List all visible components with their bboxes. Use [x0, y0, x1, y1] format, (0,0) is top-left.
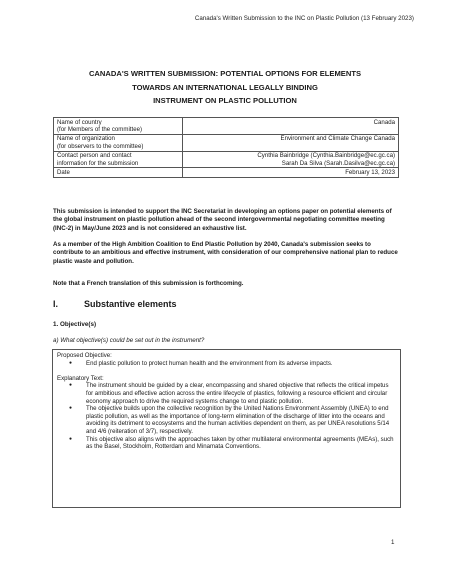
row-value — [183, 134, 399, 151]
running-header: Canada's Written Submission to the INC on Plastic Pollution (13 February 2023) — [194, 15, 414, 22]
bullet-icon: ● — [69, 382, 73, 389]
subsection-question: a) What objective(s) could be set out in the instrument? — [53, 337, 205, 344]
title-line-2: TOWARDS AN INTERNATIONAL LEGALLY BINDING — [132, 82, 318, 92]
bullet-icon: ● — [69, 405, 73, 412]
list-item — [57, 405, 396, 435]
table-row — [54, 168, 399, 177]
label-line: information for the submission — [57, 159, 139, 167]
submission-info-table — [53, 117, 399, 178]
value-line: Environment and Climate Change Canada — [280, 135, 395, 143]
list-item-text: The objective builds upon the collective recognition by the United Nations Environment Assembly (UNEA) to end plastic pollution, as well as the importance of long-term elimination of the discharge of litter into the oceans and avoiding its detriment to ecosystems and the human activities dependent on them, as per UNEA resolutions 5/14 and 4/6 (reiteration of 3/7), respectively. — [86, 405, 390, 435]
row-label — [54, 151, 183, 168]
contact-email-link[interactable]: Sarah Da Silva (Sarah.Dasilva@ec.gc.ca) — [281, 159, 395, 167]
explanatory-text-list — [57, 382, 396, 450]
label-line: Name of organization — [57, 135, 115, 143]
title-line-1: CANADA'S WRITTEN SUBMISSION: POTENTIAL OPTIONS FOR ELEMENTS — [88, 69, 362, 78]
label-line: Contact person and contact — [57, 152, 132, 160]
row-label — [54, 134, 183, 151]
row-label — [54, 118, 183, 135]
table-row — [54, 118, 399, 135]
row-value — [183, 151, 399, 168]
explanatory-text-label: Explanatory Text: — [57, 374, 104, 382]
value-line: February 13, 2023 — [345, 168, 395, 176]
title-line-3: INSTRUMENT ON PLASTIC POLLUTION — [153, 96, 297, 105]
list-item-text: This objective also aligns with the approaches taken by other multilateral environmental agreements (MEAs), such as the Basel, Stockholm, Rotterdam and Minamata Conventions. — [86, 435, 394, 451]
section-number: I. — [53, 299, 59, 309]
page-number: 1 — [391, 539, 395, 546]
subsection-heading: 1. Objective(s) — [53, 321, 97, 328]
list-item-text: The instrument should be guided by a clear, encompassing and shared objective that reflects the critical impetus for ambitious and effective action across the entire lifecycle of plastics, following a resource efficient and circular economy approach to drive the required systems change to end plastic pollution. — [86, 382, 389, 405]
list-item — [57, 382, 396, 405]
label-line: (for observers to the committee) — [57, 142, 144, 150]
list-item — [57, 436, 396, 451]
bullet-icon: ● — [69, 435, 73, 442]
objective-box — [52, 349, 401, 508]
table-row — [54, 151, 399, 168]
row-value — [183, 118, 399, 135]
proposed-objective-list — [57, 360, 396, 368]
bullet-icon: ● — [69, 359, 73, 366]
document-title — [40, 67, 410, 108]
row-value — [183, 168, 399, 177]
label-line: Date — [57, 168, 70, 176]
section-heading — [53, 299, 177, 309]
translation-note: Note that a French translation of this submission is forthcoming. — [53, 280, 244, 287]
label-line: (for Members of the committee) — [57, 125, 142, 133]
label-line: Name of country — [57, 118, 102, 126]
list-item-text: End plastic pollution to protect human health and the environment from its adverse impacts. — [86, 359, 333, 367]
intro-paragraph: As a member of the High Ambition Coalition to End Plastic Pollution by 2040, Canada's submission seeks to contribute to an ambitious and effective instrument, with consideration of our comprehensive national plan to reduce plastic waste and pollution. — [53, 241, 398, 265]
proposed-objective-label: Proposed Objective: — [57, 352, 112, 359]
row-label — [54, 168, 183, 177]
contact-email-link[interactable]: Cynthia Bainbridge (Cynthia.Bainbridge@ec.gc.ca) — [257, 152, 395, 160]
section-title: Substantive elements — [84, 299, 177, 309]
value-line: Canada — [373, 118, 395, 126]
table-row — [54, 134, 399, 151]
intro-paragraph: This submission is intended to support the INC Secretariat in developing an options paper on potential elements of the global instrument on plastic pollution ahead of the second intergovernmental negotiating committee meeting (INC-2) in May/June 2023 and is not considered an exhaustive list. — [53, 208, 392, 232]
list-item — [57, 360, 396, 368]
